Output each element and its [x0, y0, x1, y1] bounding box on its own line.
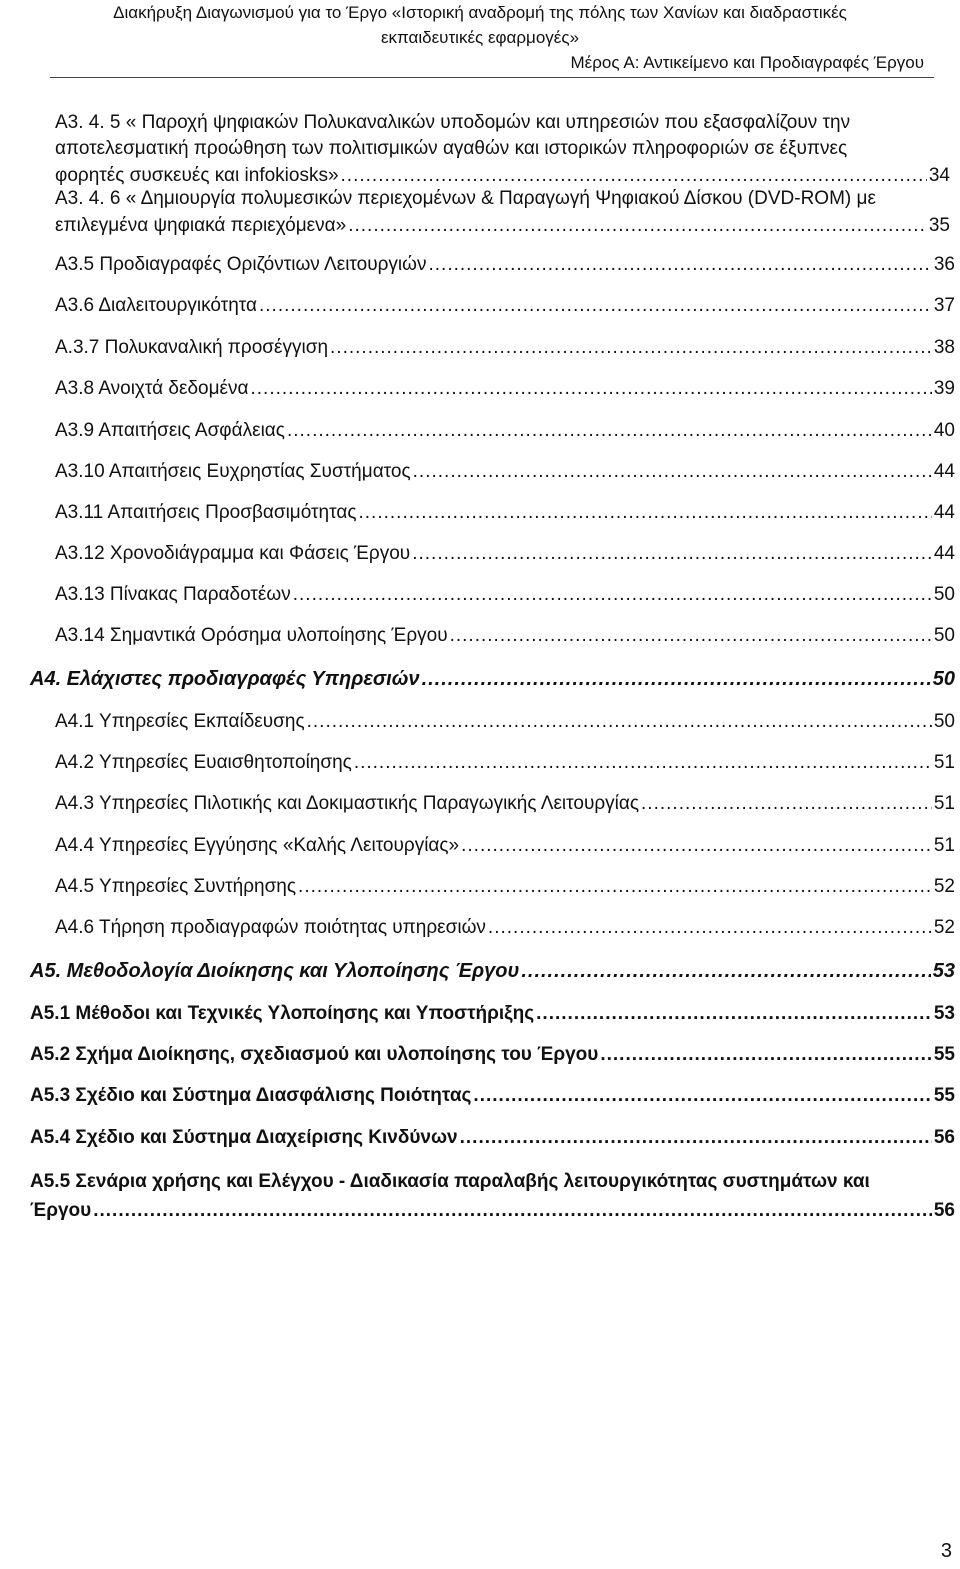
header-line-2: εκπαιδευτικές εφαρμογές» [380, 28, 580, 47]
toc-entry-title: Α4. Ελάχιστες προδιαγραφές Υπηρεσιών [30, 668, 420, 690]
toc-page-number: 52 [933, 917, 955, 938]
toc-entry-title: Α4.1 Υπηρεσίες Εκπαίδευσης [55, 711, 305, 732]
toc-entry[interactable] [30, 1167, 955, 1226]
toc-entry-title: Α3.14 Σημαντικά Ορόσημα υλοποίησης Έργου [55, 625, 448, 646]
toc-leader [412, 543, 932, 565]
toc-entry-title: Α3.8 Ανοιχτά δεδομένα [55, 378, 249, 399]
toc-leader [422, 668, 931, 690]
toc-leader [307, 711, 932, 733]
toc-entry-title: επιλεγμένα ψηφιακά περιεχόμενα» [55, 215, 347, 236]
toc-page-number: 55 [933, 1085, 955, 1106]
toc-entry[interactable] [55, 295, 955, 317]
toc-leader [293, 584, 932, 606]
header-line-1: Διακήρυξη Διαγωνισμού για το Έργο «Ιστορική αναδρομή της πόλης των Χανίων και διαδραστικές [113, 3, 847, 22]
toc-page-number: 36 [933, 254, 955, 275]
toc-entry-title-line: αποτελεσματική προώθηση των πολιτισμικών αγαθών και ιστορικών πληροφοριών σε έξυπνες [55, 138, 848, 159]
toc-leader [521, 960, 930, 982]
toc-page-number: 53 [933, 1003, 955, 1024]
toc-entry-title: Α5.4 Σχέδιο και Σύστημα Διαχείρισης Κινδύνων [30, 1127, 458, 1148]
toc-page-number: 56 [933, 1127, 955, 1148]
toc-entry[interactable] [30, 960, 955, 982]
toc-entry[interactable] [55, 752, 955, 774]
toc-leader [251, 378, 932, 400]
toc-page-number: 52 [933, 876, 955, 897]
toc-entry-title: Α3.9 Απαιτήσεις Ασφάλειας [55, 420, 285, 441]
toc-leader [473, 1085, 931, 1107]
toc-leader [600, 1044, 932, 1066]
toc-entry-title: Α.3.7 Πολυκαναλική προσέγγιση [55, 337, 329, 358]
page-number: 3 [940, 1540, 952, 1562]
toc-page-number: 44 [933, 502, 955, 523]
toc-page-number: 39 [933, 378, 955, 399]
toc-page-number: 50 [933, 584, 955, 605]
toc-entry[interactable] [55, 835, 955, 857]
toc-entry-title-line: Α5.5 Σενάρια χρήσης και Ελέγχου - Διαδικασία παραλαβής λειτουργικότητας συστημάτων και [30, 1171, 870, 1192]
toc-leader [259, 295, 932, 317]
toc-entry[interactable] [55, 793, 955, 815]
header-line-3: Μέρος Α: Αντικείμενο και Προδιαγραφές Έργου [570, 53, 924, 72]
toc-leader [536, 1003, 932, 1025]
toc-entry[interactable] [55, 337, 955, 359]
toc-entry[interactable] [55, 917, 955, 939]
toc-entry[interactable] [30, 1044, 955, 1066]
toc-page-number: 51 [933, 793, 955, 814]
toc-entry-title: Α3.12 Χρονοδιάγραμμα και Φάσεις Έργου [55, 543, 411, 564]
toc-entry[interactable] [30, 1085, 955, 1107]
toc-entry-title-line: Α3. 4. 6 « Δημιουργία πολυμεσικών περιεχομένων & Παραγωγή Ψηφιακού Δίσκου (DVD-ROM) με [55, 188, 876, 209]
toc-entry-title: Α5.1 Μέθοδοι και Τεχνικές Υλοποίησης και Υποστήριξης [30, 1003, 535, 1024]
toc-entry-title: Α3.13 Πίνακας Παραδοτέων [55, 584, 291, 605]
toc-leader [330, 337, 932, 359]
toc-leader [348, 212, 927, 240]
toc-entry-title: Α4.3 Υπηρεσίες Πιλοτικής και Δοκιμαστικής Παραγωγικής Λειτουργίας [55, 793, 640, 814]
toc-leader [93, 1196, 932, 1226]
toc-entry-title: Α3.6 Διαλειτουργικότητα [55, 295, 257, 316]
toc-page-number: 56 [933, 1200, 955, 1221]
toc-entry[interactable] [55, 378, 955, 400]
toc-entry[interactable] [55, 461, 955, 483]
toc-entry-title: Α3.5 Προδιαγραφές Οριζόντιων Λειτουργιών [55, 254, 427, 275]
toc-leader [359, 502, 932, 524]
toc-entry[interactable] [30, 1127, 955, 1149]
toc-leader [413, 461, 932, 483]
toc-entry[interactable] [55, 584, 955, 606]
toc-page-number: 53 [932, 960, 955, 982]
toc-entry-title: Α4.4 Υπηρεσίες Εγγύησης «Καλής Λειτουργίας» [55, 835, 460, 856]
toc-entry[interactable] [55, 502, 955, 524]
toc-entry[interactable] [55, 876, 955, 898]
toc-entry[interactable] [55, 254, 955, 276]
toc-page-number: 51 [933, 835, 955, 856]
toc-page-number: 44 [933, 461, 955, 482]
toc-leader [450, 625, 932, 647]
toc-entry[interactable] [55, 625, 955, 647]
toc-leader [354, 752, 932, 774]
toc-entry[interactable] [55, 420, 955, 442]
toc-entry-title-line: Α3. 4. 5 « Παροχή ψηφιακών Πολυκαναλικών υποδομών και υπηρεσιών που εξασφαλίζουν την [55, 112, 851, 133]
toc-page-number: 44 [933, 543, 955, 564]
toc-page-number: 37 [933, 295, 955, 316]
toc-leader [428, 254, 931, 276]
toc-page-number: 34 [928, 165, 950, 186]
toc-entry-title: Α3.11 Απαιτήσεις Προσβασιμότητας [55, 502, 357, 523]
toc-entry-title: Α5.3 Σχέδιο και Σύστημα Διασφάλισης Ποιότητας [30, 1085, 472, 1106]
toc-entry-title: Α5.2 Σχήμα Διοίκησης, σχεδιασμού και υλοποίησης του Έργου [30, 1044, 599, 1065]
toc-page-number: 35 [928, 215, 950, 236]
toc-entry[interactable] [55, 543, 955, 565]
toc-page-number: 38 [933, 337, 955, 358]
toc-entry[interactable] [55, 110, 950, 189]
toc-leader [461, 835, 932, 857]
toc-entry-title: Α4.2 Υπηρεσίες Ευαισθητοποίησης [55, 752, 352, 773]
toc-leader [488, 917, 932, 939]
toc-page-number: 55 [933, 1044, 955, 1065]
toc-leader [460, 1127, 932, 1149]
toc-entry[interactable] [55, 711, 955, 733]
toc-entry[interactable] [55, 186, 950, 240]
toc-entry-title: φορητές συσκευές και infokiosks» [55, 165, 339, 186]
toc-leader [287, 420, 932, 442]
toc-leader [341, 162, 927, 189]
toc-page-number: 50 [933, 625, 955, 646]
toc-entry[interactable] [30, 1003, 955, 1025]
toc-entry-title: Α3.10 Απαιτήσεις Ευχρηστίας Συστήματος [55, 461, 411, 482]
toc-entry-title: Α4.5 Υπηρεσίες Συντήρησης [55, 876, 297, 897]
toc-page-number: 51 [933, 752, 955, 773]
toc-leader [298, 876, 932, 898]
toc-leader [641, 793, 932, 815]
toc-page-number: 40 [933, 420, 955, 441]
toc-entry-title: Α5. Μεθοδολογία Διοίκησης και Υλοποίησης Έργου [30, 960, 520, 982]
toc-entry-title: Έργου [30, 1200, 92, 1221]
toc-page-number: 50 [933, 711, 955, 732]
toc-entry-title: Α4.6 Τήρηση προδιαγραφών ποιότητας υπηρεσιών [55, 917, 486, 938]
toc-entry[interactable] [30, 668, 955, 690]
header-rule [50, 77, 934, 78]
toc-page-number: 50 [932, 668, 955, 690]
